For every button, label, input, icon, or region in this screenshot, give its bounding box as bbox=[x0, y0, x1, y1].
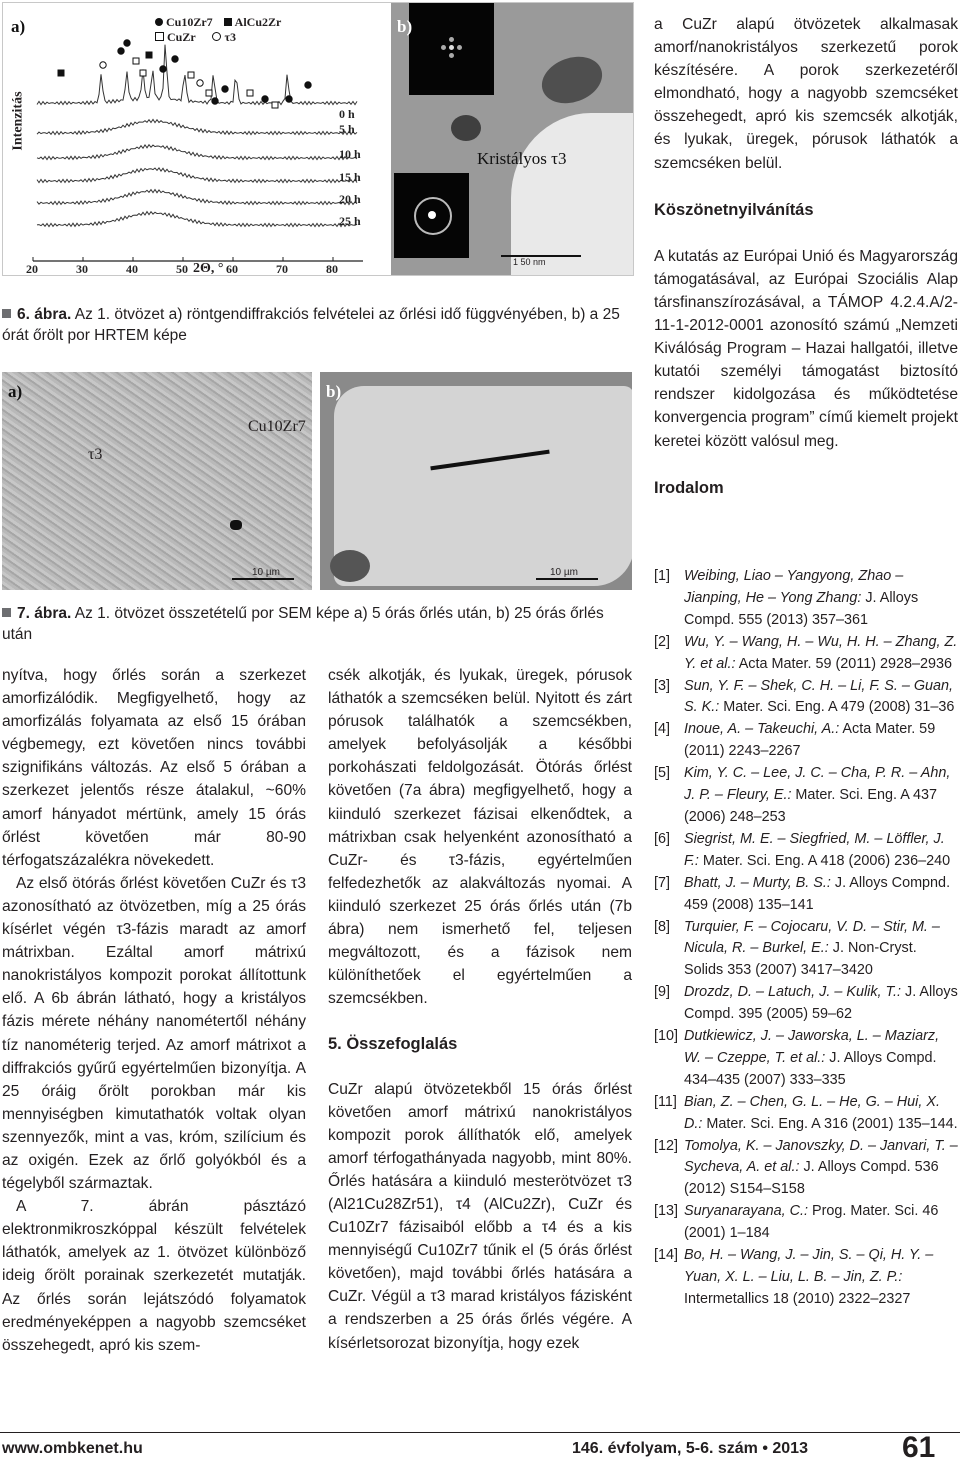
reference-source: J. Alloys Compd. 434–435 (2007) 333–335 bbox=[684, 1049, 937, 1088]
reference-source: Mater. Sci. Eng. A 316 (2001) 135–144. bbox=[702, 1115, 958, 1132]
xrd-peak-marker bbox=[58, 70, 64, 76]
reference-source: Mater. Sci. Eng. A 479 (2008) 31–36 bbox=[719, 699, 955, 716]
fig7-caption-label: 7. ábra. bbox=[17, 605, 72, 622]
col3-conclusion: a CuZr alapú ötvözetek alkalmasak amorf/nanokristályos szerkezetű porok készítésére. A porok szerkezetéről elmondható, hogy a nagyobb szemcséket összehegedt, apró kis szemcsék alkotják, és lyukak, üregek, pórusok láthatók a szemcséken belül. bbox=[654, 16, 958, 172]
body-column-1 bbox=[2, 664, 306, 1357]
legend-marker-open-square bbox=[155, 32, 164, 41]
xrd-peak-marker bbox=[188, 72, 194, 78]
diffraction-inset-bottom bbox=[394, 173, 469, 258]
summary-heading: 5. Összefoglalás bbox=[328, 1035, 458, 1054]
reference-source: J. Non-Cryst. Solids 353 (2007) 3417–3420 bbox=[684, 940, 917, 979]
xrd-curve-label: 5 h bbox=[339, 122, 355, 136]
sem-b-scale-label: 10 µm bbox=[550, 567, 578, 578]
caption-square-icon bbox=[2, 608, 11, 617]
xrd-curve-label: 10 h bbox=[339, 147, 361, 161]
legend-marker-filled-square bbox=[224, 18, 232, 26]
reference-source: Prog. Mater. Sci. 46 (2001) 1–184 bbox=[684, 1203, 939, 1242]
xrd-curve bbox=[37, 212, 357, 227]
reference-item bbox=[654, 873, 958, 917]
reference-number: [14] bbox=[654, 1247, 679, 1264]
reference-item bbox=[654, 982, 958, 1026]
reference-item bbox=[654, 763, 958, 829]
reference-number: [11] bbox=[654, 1093, 677, 1110]
tem-scale-label: 1 50 nm bbox=[513, 257, 546, 267]
xrd-peak-marker bbox=[286, 96, 292, 102]
reference-source: Mater. Sci. Eng. A 437 (2006) 248–253 bbox=[684, 787, 938, 825]
caption-square-icon bbox=[2, 309, 11, 318]
reference-authors: Drozdz, D. – Latuch, J. – Kulik, T.: bbox=[684, 984, 902, 1001]
xrd-peak-marker bbox=[133, 58, 139, 64]
legend-marker-filled-circle bbox=[155, 18, 163, 26]
tem-label: Kristályos τ3 bbox=[477, 149, 567, 168]
reference-source: Acta Mater. 59 (2011) 2928–2936 bbox=[735, 655, 953, 672]
xrd-peak-marker bbox=[222, 86, 228, 92]
xrd-curve bbox=[37, 45, 357, 105]
xrd-peak-marker bbox=[206, 90, 212, 96]
xrd-peak-marker bbox=[172, 56, 178, 62]
fig6-caption-text: Az 1. ötvözet a) röntgendiffrakciós felvételei az őrlési idő függvényében, b) a 25 órát őrölt por HRTEM képe bbox=[2, 306, 620, 344]
fig6-caption-label: 6. ábra. bbox=[17, 306, 72, 323]
ref-heading: Irodalom bbox=[654, 478, 724, 497]
xrd-peak-marker bbox=[212, 98, 218, 104]
reference-authors: Siegrist, M. E. – Siegfried, M. – Löffler, J. F.: bbox=[684, 830, 945, 869]
reference-item bbox=[654, 1092, 958, 1136]
summary-paragraph: CuZr alapú ötvözetekből 15 órás őrlést követően amorf mátrixú nanokristályos kompozit porok állíthatók elő, amelyek amorf térfogathányada nagyobb, mint 80%. Őrlés hatására a kiinduló mesterötvözet τ3 (Al21Cu28Zr51), τ4 (AlCu2Zr), CuZr és Cu10Zr7 fázisaiból előbb a τ4 és a kis mennyiségű Cu10Zr7 tűnik el (5 órás őrlést követően), majd további őrlés hatására a CuZr. Végül a τ3 marad kristályos fázisként a rendszerben a 25 órás őrlés végére. A kísérletsorozat bizonyítja, hogy ezek bbox=[328, 1080, 632, 1352]
reference-authors: Kim, Y. C. – Lee, J. C. – Cha, P. R. – Ahn, J. P. – Fleury, E.: bbox=[684, 765, 951, 804]
xrd-peak-markers bbox=[58, 40, 311, 108]
reference-number: [12] bbox=[654, 1137, 679, 1154]
xrd-curve bbox=[37, 119, 357, 134]
xrd-peak-marker bbox=[262, 96, 268, 102]
reference-number: [8] bbox=[654, 918, 670, 935]
reference-item bbox=[654, 632, 958, 676]
diffraction-inset-top bbox=[409, 3, 494, 95]
figure-7 bbox=[2, 372, 632, 590]
reference-source: Acta Mater. 59 (2011) 2243–2267 bbox=[684, 721, 936, 760]
phase-label-cu10zr7: Cu10Zr7 bbox=[248, 418, 306, 435]
reference-item bbox=[654, 829, 958, 873]
footer-issue: 146. évfolyam, 5-6. szám • 2013 bbox=[572, 1440, 808, 1457]
xrd-x-ticks bbox=[26, 257, 338, 275]
xrd-curve-label: 15 h bbox=[339, 170, 361, 184]
reference-authors: Bian, Z. – Chen, G. L. – He, G. – Hui, X. D.: bbox=[684, 1093, 940, 1132]
reference-source: Intermetallics 18 (2010) 2322–2327 bbox=[684, 1290, 911, 1307]
footer-rule bbox=[0, 1432, 960, 1433]
fig6-panel-b-label: b) bbox=[397, 17, 413, 36]
xrd-tick-label: 50 bbox=[176, 262, 188, 275]
xrd-peak-marker bbox=[146, 52, 152, 58]
page-number: 61 bbox=[902, 1431, 936, 1464]
reference-number: [9] bbox=[654, 984, 670, 1001]
fig6-panel-a-label: a) bbox=[11, 17, 26, 36]
xrd-curves bbox=[37, 45, 357, 227]
reference-number: [6] bbox=[654, 830, 670, 847]
fig7-caption-text: Az 1. ötvözet összetételű por SEM képe a) 5 órás őrlés után, b) 25 órás őrlés után bbox=[2, 605, 604, 643]
reference-number: [1] bbox=[654, 568, 670, 584]
xrd-tick-label: 30 bbox=[76, 262, 88, 275]
xrd-tick-label: 80 bbox=[326, 262, 338, 275]
reference-number: [5] bbox=[654, 765, 670, 782]
ack-heading: Köszönetnyilvánítás bbox=[654, 200, 814, 219]
xrd-tick-label: 60 bbox=[226, 262, 238, 275]
xrd-tick-label: 40 bbox=[126, 262, 138, 275]
reference-number: [4] bbox=[654, 721, 670, 738]
reference-authors: Inoue, A. – Takeuchi, A.: bbox=[684, 721, 840, 738]
reference-source: J. Alloys Compnd. 459 (2008) 135–141 bbox=[684, 874, 951, 913]
hrtem-image bbox=[391, 3, 633, 275]
xrd-curve bbox=[37, 168, 357, 183]
col1-paragraph-3: A 7. ábrán pásztázó elektronmikroszkóppal készült felvételek láthatók, amelyek az 1. ötvözet különböző ideig őrölt porainak szerkezetét mutatják. Az őrlés során lejátszódó folyamatok eredményeképpen a nagyobb szemcséket összehegedt, apró kis szem- bbox=[2, 1198, 306, 1354]
xrd-peak-marker bbox=[140, 70, 146, 76]
xrd-peak-marker bbox=[160, 66, 166, 72]
reference-authors: Sun, Y. F. – Shek, C. H. – Li, F. S. – Guan, S. K.: bbox=[684, 677, 954, 716]
xrd-ylabel: Intenzitás bbox=[10, 91, 26, 151]
reference-item bbox=[654, 676, 958, 720]
xrd-peak-marker bbox=[118, 48, 124, 54]
reference-authors: Turquier, F. – Cojocaru, V. D. – Stir, M. – Nicula, R. – Burkel, E.: bbox=[684, 918, 940, 957]
xrd-peak-marker bbox=[272, 102, 278, 108]
legend-cu10zr7: Cu10Zr7 bbox=[166, 15, 213, 29]
reference-number: [13] bbox=[654, 1203, 679, 1220]
xrd-peak-marker bbox=[197, 80, 203, 86]
fig7-caption bbox=[2, 603, 632, 645]
fig7-panel-a-label: a) bbox=[8, 382, 23, 401]
reference-item bbox=[654, 1026, 958, 1092]
col2-paragraph-1: csék alkotják, és lyukak, üregek, pórusok láthatók a szemcséken belül. Nyitott és zárt pórusok találhatók a szemcsékben, amelyek befolyásolják a későbbi porkohászati feldolgozását. Ötórás őrlést követően (7a ábra) megfigyelhető, hogy a kiinduló szerkezet fázisai elkenődtek, a mátrixban csak helyenként azonosítható a CuZr- és τ3-fázis, egyértelműen felfedezhetők az alakváltozás nyomai. A kiinduló szerkezet 25 órás őrlés után (7b ábra) nem ismerhető fel, teljesen megváltozott, és a fázisok nem különíthetőek el egyértelműen a szemcsékben. bbox=[328, 667, 632, 1008]
sem-image-a bbox=[2, 372, 312, 590]
reference-authors: Wu, Y. – Wang, H. – Wu, H. H. – Zhang, Z. Y. et al.: bbox=[684, 633, 958, 672]
phase-label-tau3: τ3 bbox=[88, 446, 103, 463]
reference-authors: Tomolya, K. – Janovszky, D. – Janvari, T. – Sycheva, A. et al.: bbox=[684, 1137, 958, 1176]
sem-b-scale-bar bbox=[536, 578, 598, 580]
figure-6 bbox=[2, 2, 634, 276]
reference-source: Mater. Sci. Eng. A 418 (2006) 236–240 bbox=[698, 852, 951, 869]
xrd-tick-label: 20 bbox=[26, 262, 38, 275]
reference-authors: Weibing, Liao – Yangyong, Zhao – Jianping, He – Yong Zhang: bbox=[684, 568, 904, 606]
xrd-peak-marker bbox=[247, 90, 253, 96]
fig6-caption bbox=[2, 304, 632, 346]
xrd-legend bbox=[155, 15, 281, 45]
legend-marker-open-circle bbox=[212, 32, 221, 41]
xrd-curve-label: 0 h bbox=[339, 107, 355, 121]
reference-item bbox=[654, 917, 958, 983]
reference-number: [10] bbox=[654, 1028, 679, 1045]
reference-authors: Bo, H. – Wang, J. – Jin, S. – Qi, H. Y. – Yuan, X. L. – Liu, L. B. – Jin, Z. P.: bbox=[684, 1247, 934, 1285]
ack-paragraph: A kutatás az Európai Unió és Magyarország támogatásával, az Európai Szociális Alap társfinanszírozásával, a TÁMOP 4.2.4.A/2-11-1-2012-0001 azonosító számú „Nemzeti Kiválóság Program – Hazai hallgatói, illetve kutatói személyi támogatást biztosító rendszer kidolgozása és működtetése konvergencia program” című kiemelt projekt keretei között valósul meg. bbox=[654, 247, 958, 450]
legend-alcu2zr: AlCu2Zr bbox=[234, 15, 282, 29]
sem-a-scale-bar bbox=[232, 578, 294, 580]
reference-number: [7] bbox=[654, 874, 670, 891]
body-column-3-top bbox=[654, 13, 958, 500]
footer-website: www.ombkenet.hu bbox=[2, 1440, 143, 1457]
reference-authors: Suryanarayana, C.: bbox=[684, 1203, 808, 1220]
reference-source: J. Alloys Compd. 555 (2013) 357–361 bbox=[684, 589, 919, 628]
xrd-tick-label: 70 bbox=[276, 262, 288, 275]
sem-a-scale-label: 10 µm bbox=[252, 567, 280, 578]
body-column-2 bbox=[328, 664, 632, 1355]
xrd-peak-marker bbox=[124, 40, 130, 46]
col1-paragraph-2: Az első ötórás őrlést követően CuZr és τ3 azonosítható az ötvözetben, míg a 25 órás kísérlet végén τ3-fázis maradt az amorf mátrixban. Ezáltal amorf mátrixú nanokristályos kompozit porokat állítottunk elő. A 6b ábrán látható, hogy a kristályos fázis mérete néhány nanométertől néhány tíz nanométerig terjed. Az amorf mátrixot a diffrakciós gyűrű egyértelműen bizonyítja. A 25 óráig őrölt porokban már kis mennyiségben kimutathatók voltak olyan szennyezők, mint a vas, króm, szilícium és az oxigén. Ezek az őrlő golyókból és a tégelyből származtak. bbox=[2, 874, 306, 1193]
xrd-curve bbox=[37, 145, 357, 160]
reference-item bbox=[654, 719, 958, 763]
col1-paragraph-1: nyítva, hogy őrlés során a szerkezet amorfizálódik. Megfigyelhető, hogy az amorfizálás folyamata az első 15 órában végbemegy, ezt követően nincs további szignifikáns változás. Az első 5 órában a szerkezet jelentős része átalakul, ~60% amorf hányadot mértünk, amely 15 órás őrlést követően már 80-90 térfogatszázalékra növekedett. bbox=[2, 667, 306, 869]
xrd-curve bbox=[37, 190, 357, 205]
xrd-peak-marker bbox=[100, 62, 106, 68]
reference-number: [3] bbox=[654, 677, 670, 694]
reference-item bbox=[654, 566, 958, 632]
reference-number: [2] bbox=[654, 633, 670, 650]
reference-authors: Bhatt, J. – Murty, B. S.: bbox=[684, 874, 831, 891]
legend-cuzr: CuZr bbox=[167, 30, 196, 44]
reference-authors: Dutkiewicz, J. – Jaworska, L. – Maziarz, W. – Czeppe, T. et al.: bbox=[684, 1028, 940, 1066]
reference-item bbox=[654, 1245, 958, 1311]
reference-item bbox=[654, 1136, 958, 1202]
legend-tau3: τ3 bbox=[224, 30, 236, 44]
reference-source: J. Alloys Compd. 536 (2012) S154–S158 bbox=[684, 1159, 939, 1198]
xrd-curve-label: 20 h bbox=[339, 192, 361, 206]
sem-image-b bbox=[320, 372, 632, 590]
xrd-peak-marker bbox=[305, 82, 311, 88]
xrd-curve-label: 25 h bbox=[339, 214, 361, 228]
reference-source: J. Alloys Compd. 395 (2005) 59–62 bbox=[684, 984, 958, 1023]
reference-item bbox=[654, 1201, 958, 1245]
xrd-curve-labels bbox=[339, 107, 361, 228]
fig7-panel-b-label: b) bbox=[326, 382, 342, 401]
reference-list bbox=[654, 566, 958, 1311]
xrd-xlabel: 2Θ, ° bbox=[193, 261, 224, 276]
